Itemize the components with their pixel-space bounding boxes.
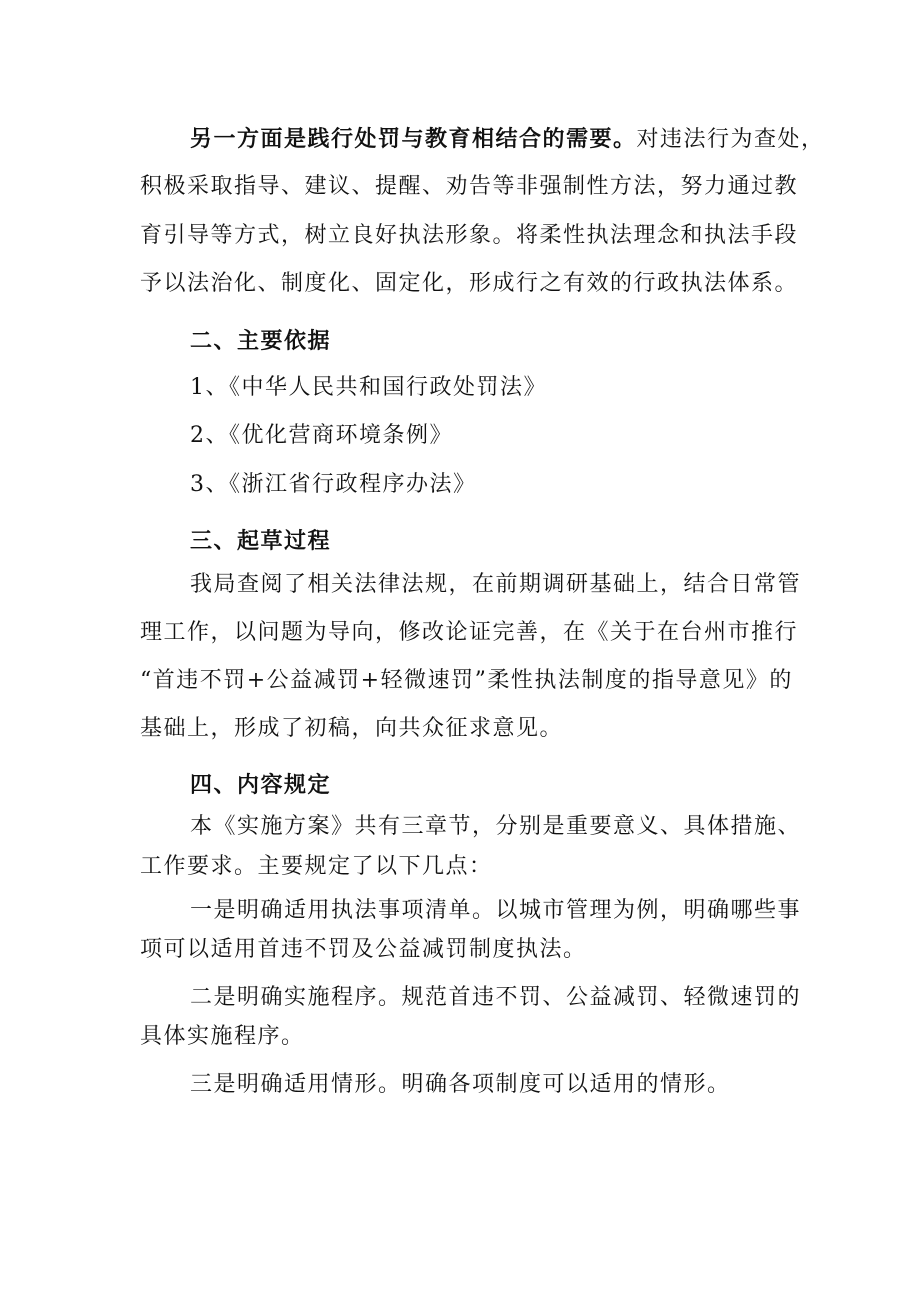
paragraph-line: 予以法治化、制度化、固定化，形成行之有效的行政执法体系。	[140, 271, 799, 296]
list-item: 1、《中华人民共和国行政处罚法》	[190, 375, 547, 400]
paragraph-line: 项可以适用首违不罚及公益减罚制度执法。	[140, 937, 587, 962]
paragraph-line: 二是明确实施程序。规范首违不罚、公益减罚、轻微速罚的	[190, 985, 802, 1010]
list-item: 2、《优化营商环境条例》	[190, 423, 453, 448]
paragraph-line: 理工作，以问题为导向，修改论证完善，在《关于在台州市推行	[140, 620, 799, 645]
paragraph-text: 对违法行为查处，	[636, 127, 825, 152]
paragraph-line: 三是明确适用情形。明确各项制度可以适用的情形。	[190, 1072, 731, 1097]
bold-lead-sentence: 另一方面是践行处罚与教育相结合的需要。	[190, 126, 637, 152]
paragraph-line: “首违不罚+公益减罚+轻微速罚”柔性执法制度的指导意见》的	[140, 668, 793, 693]
paragraph-line: 工作要求。主要规定了以下几点：	[140, 854, 493, 879]
section-heading-drafting: 三、起草过程	[190, 528, 332, 554]
paragraph-line: 积极采取指导、建议、提醒、劝告等非强制性方法，努力通过教	[140, 174, 799, 199]
paragraph-line	[190, 124, 825, 155]
paragraph-line: 具体实施程序。	[140, 1024, 305, 1049]
paragraph-line: 育引导等方式，树立良好执法形象。将柔性执法理念和执法手段	[140, 223, 799, 248]
section-heading-basis: 二、主要依据	[190, 328, 332, 354]
paragraph-line: 一是明确适用执法事项清单。以城市管理为例，明确哪些事	[190, 898, 802, 923]
section-heading-content: 四、内容规定	[190, 772, 332, 798]
paragraph-line: 基础上，形成了初稿，向共众征求意见。	[140, 716, 564, 741]
list-item: 3、《浙江省行政程序办法》	[190, 472, 477, 497]
paragraph-line: 我局查阅了相关法律法规，在前期调研基础上，结合日常管	[190, 572, 802, 597]
paragraph-line: 本《实施方案》共有三章节，分别是重要意义、具体措施、	[190, 814, 802, 839]
